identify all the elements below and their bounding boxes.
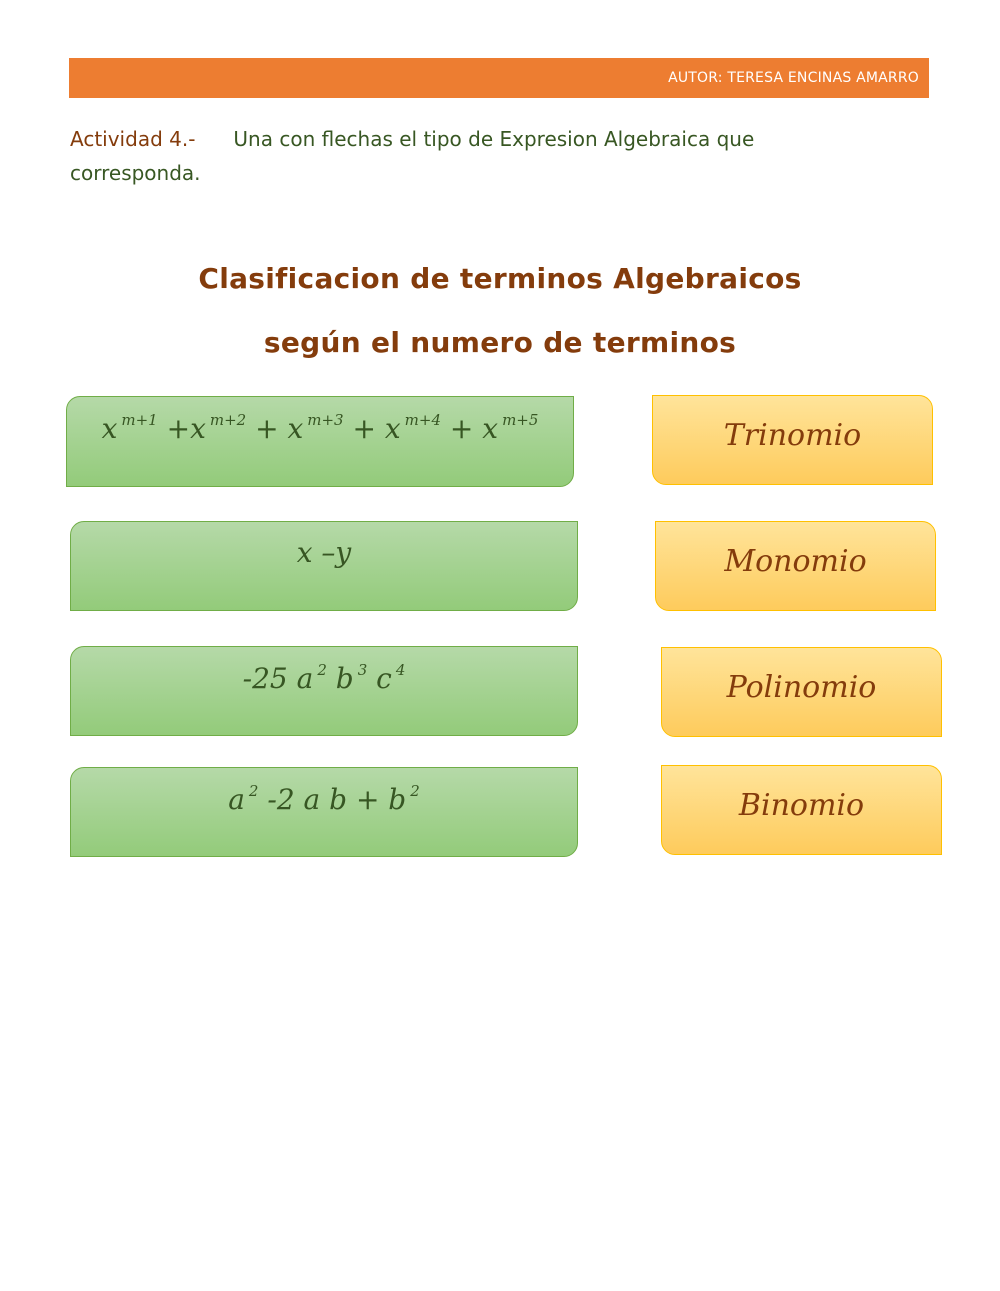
page-title: Clasificacion de terminos Algebraicos bbox=[198, 262, 802, 295]
instruction bbox=[70, 122, 830, 190]
type-box-trinomio[interactable]: Trinomio bbox=[652, 395, 933, 485]
expression-box-4[interactable] bbox=[70, 767, 578, 857]
expression-box-2[interactable] bbox=[70, 521, 578, 611]
instruction-text: Una con flechas el tipo de Expresion Algebraica que corresponda. bbox=[70, 127, 755, 185]
expression-text-1: x $^{m+1}$ +x $^{m+2}$ + x $^{m+3}$ + x $^{m+4}$ + x $^{m+5}$ bbox=[101, 411, 539, 445]
type-box-binomio[interactable]: Binomio bbox=[661, 765, 942, 855]
expression-text-3: -25 a $^2$ b $^3$ c $^4$ bbox=[242, 661, 406, 695]
page-subtitle: según el numero de terminos bbox=[263, 326, 737, 359]
activity-label: Actividad 4.- bbox=[70, 127, 196, 151]
header-bar bbox=[69, 58, 929, 98]
type-box-monomio[interactable]: Monomio bbox=[655, 521, 936, 611]
expression-text-2: x –y bbox=[296, 536, 352, 569]
expression-text-4: a $^2$ -2 a b + b $^2$ bbox=[228, 782, 420, 816]
type-box-polinomio[interactable]: Polinomio bbox=[661, 647, 942, 737]
expression-box-3[interactable] bbox=[70, 646, 578, 736]
author-label: AUTOR: TERESA ENCINAS AMARRO bbox=[668, 70, 919, 86]
expression-box-1[interactable] bbox=[66, 396, 574, 487]
